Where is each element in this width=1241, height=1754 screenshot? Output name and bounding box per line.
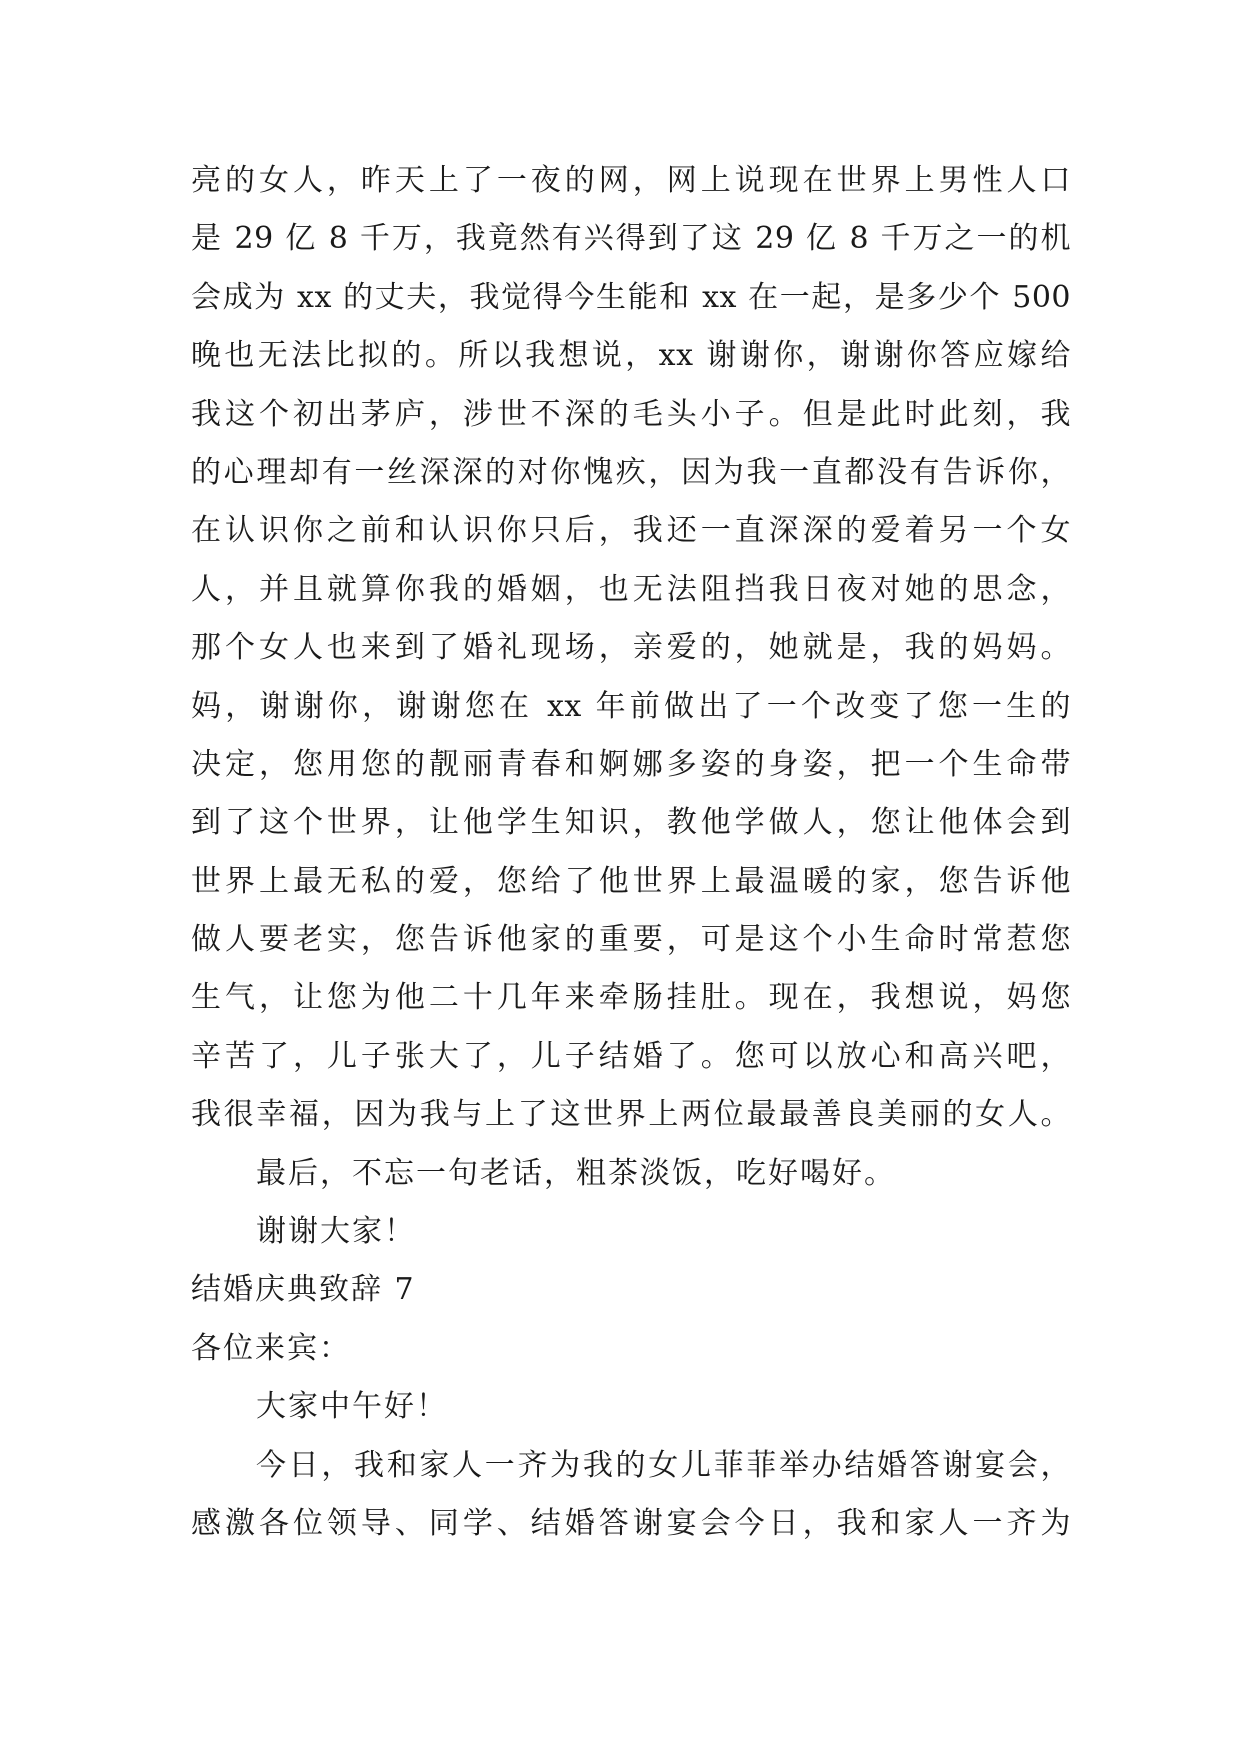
section-title: 结婚庆典致辞 7	[191, 1272, 416, 1308]
text-line: 妈，谢谢你，谢谢您在 xx 年前做出了一个改变了您一生的	[191, 688, 1071, 724]
text-line: 做人要老实，您告诉他家的重要，可是这个小生命时常惹您	[191, 922, 1071, 958]
text-line: 在认识你之前和认识你只后，我还一直深深的爱着另一个女	[191, 513, 1071, 549]
speech-paragraph	[191, 152, 1071, 1145]
text-line: 人，并且就算你我的婚姻，也无法阻挡我日夜对她的思念，	[191, 571, 1071, 607]
text-line: 到了这个世界，让他学生知识，教他学做人，您让他体会到	[191, 805, 1071, 841]
salutation: 各位来宾：	[191, 1330, 351, 1366]
text-line: 今日，我和家人一齐为我的女儿菲菲举办结婚答谢宴会，	[256, 1447, 1071, 1483]
text-line: 晚也无法比拟的。所以我想说，xx 谢谢你，谢谢你答应嫁给	[191, 338, 1071, 374]
text-line: 我很幸福，因为我与上了这世界上两位最最善良美丽的女人。	[191, 1097, 1071, 1133]
closing-line: 最后，不忘一句老话，粗茶淡饭，吃好喝好。	[256, 1155, 896, 1191]
text-line: 是 29 亿 8 千万，我竟然有兴得到了这 29 亿 8 千万之一的机	[191, 221, 1071, 257]
text-line: 决定，您用您的靓丽青春和婀娜多姿的身姿，把一个生命带	[191, 746, 1071, 782]
text-line: 会成为 xx 的丈夫，我觉得今生能和 xx 在一起，是多少个 500	[191, 279, 1071, 315]
text-line: 的心理却有一丝深深的对你愧疚，因为我一直都没有告诉你，	[191, 454, 1071, 490]
text-line: 那个女人也来到了婚礼现场，亲爱的，她就是，我的妈妈。	[191, 630, 1071, 666]
greeting: 大家中午好！	[256, 1389, 448, 1425]
thanks-line: 谢谢大家！	[256, 1214, 416, 1250]
speech-paragraph	[191, 1437, 1071, 1554]
text-line: 辛苦了，儿子张大了，儿子结婚了。您可以放心和高兴吧，	[191, 1038, 1071, 1074]
text-line: 我这个初出茅庐，涉世不深的毛头小子。但是此时此刻，我	[191, 396, 1071, 432]
document-body	[191, 152, 1071, 1553]
text-line: 感激各位领导、同学、结婚答谢宴会今日，我和家人一齐为	[191, 1505, 1071, 1541]
text-line: 世界上最无私的爱，您给了他世界上最温暖的家，您告诉他	[191, 863, 1071, 899]
text-line: 亮的女人，昨天上了一夜的网，网上说现在世界上男性人口	[191, 163, 1071, 198]
text-line: 生气，让您为他二十几年来牵肠挂肚。现在，我想说，妈您	[191, 980, 1071, 1016]
